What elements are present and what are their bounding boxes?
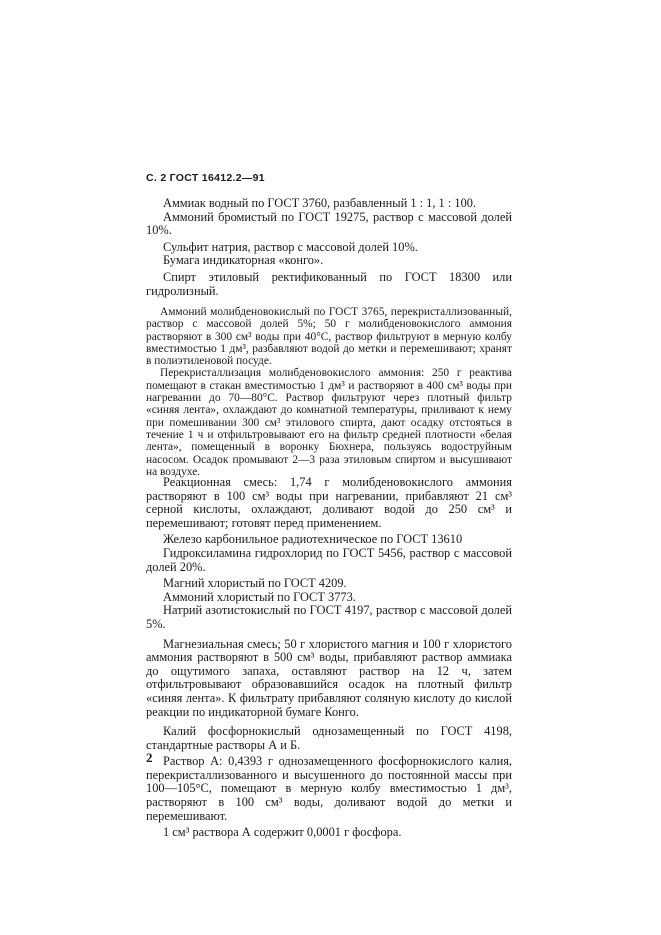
paragraph-sodium-nitrite: Натрий азотистокислый по ГОСТ 4197, раствор с массовой долей 5%. <box>146 603 512 631</box>
paragraph-congo-paper: Бумага индикаторная «конго». <box>163 253 324 268</box>
paragraph-sodium-sulfite: Сульфит натрия, раствор с массовой долей 10%. <box>163 239 418 254</box>
paragraph-magnesia-mixture: Магнезиальная смесь; 50 г хлористого магния и 100 г хлористого аммония растворяют в 500 см³ воды, прибавляют раствор аммиака до ощутимого запаха, оставляют раствор на 12 ч, затем отфильтровывают образовавшийся осадок на плотный фильтр «синяя лента». К фильтрату прибавляют соляную кислоту до кислой реакции по индикаторной бумаге Конго. <box>146 636 512 719</box>
paragraph-ammonium-chloride: Аммоний хлористый по ГОСТ 3773. <box>163 589 356 604</box>
page-number: 2 <box>146 750 153 765</box>
paragraph-ethyl-alcohol: Спирт этиловый ректификованный по ГОСТ 18300 или гидролизный. <box>146 269 512 298</box>
paragraph-carbonyl-iron: Железо карбонильное радиотехническое по ГОСТ 13610 <box>163 532 463 547</box>
paragraph-solution-a-content: 1 см³ раствора А содержит 0,0001 г фосфора. <box>163 825 402 840</box>
paragraph-ammonium-molybdate: Аммоний молибденовокислый по ГОСТ 3765, перекристаллизованный, раствор с массовой долей 5%; 50 г молибденовокислого аммония растворяют в 300 см³ воды при 40°С, раствор фильтруют в мерную колбу вместимостью 1 дм³, разбавляют водой до метки и перемешивают; хранят в полиэтиленовой посуде. <box>146 306 512 368</box>
paragraph-potassium-phosphate: Калий фосфорнокислый однозамещенный по ГОСТ 4198, стандартные растворы А и Б. <box>146 724 512 752</box>
running-header: С. 2 ГОСТ 16412.2—91 <box>146 172 265 184</box>
reagents-block-2 <box>146 306 512 478</box>
paragraph-recrystallization: Перекристаллизация молибденовокислого аммония: 250 г реактива помещают в стакан вместимостью 1 дм³ и растворяют в 400 см³ воды при нагревании до 70—80°С. Раствор фильтруют через плотный фильтр «синяя лента», охлаждают до комнатной температуры, приливают к нему при помешивании 300 см³ этилового спирта, дают осадку отстояться в течение 1 ч и отфильтровывают его на фильтр средней плотности «белая лента», помещенный в воронку Бюхнера, пользуясь водоструйным насосом. Осадок промывают 2—3 раза этиловым спиртом и высушивают на воздухе. <box>146 367 512 478</box>
paragraph-reaction-mixture: Реакционная смесь: 1,74 г молибденовокислого аммония растворяют в 100 см³ воды при нагревании, прибавляют 21 см³ серной кислоты, охлаждают, доливают водой до 250 см³ и перемешивают; готовят перед применением. <box>146 475 512 530</box>
paragraph-ammonia: Аммиак водный по ГОСТ 3760, разбавленный 1 : 1, 1 : 100. <box>163 196 477 210</box>
paragraph-hydroxylamine: Гидроксиламина гидрохлорид по ГОСТ 5456, раствор с массовой долей 20%. <box>146 545 512 574</box>
paragraph-magnesium-chloride: Магний хлористый по ГОСТ 4209. <box>163 576 347 591</box>
paragraph-ammonium-bromide: Аммоний бромистый по ГОСТ 19275, раствор с массовой долей 10%. <box>146 209 512 238</box>
reagents-block-1 <box>146 197 512 298</box>
reagents-block-3 <box>146 476 512 840</box>
paragraph-solution-a: Раствор А: 0,4393 г однозамещенного фосфорнокислого калия, перекристаллизованного и высушенного до постоянной массы при 100—105°С, помещают в мерную колбу вместимостью 1 дм³, растворяют в 100 см³ воды, доливают водой до метки и перемешивают. <box>146 754 512 823</box>
